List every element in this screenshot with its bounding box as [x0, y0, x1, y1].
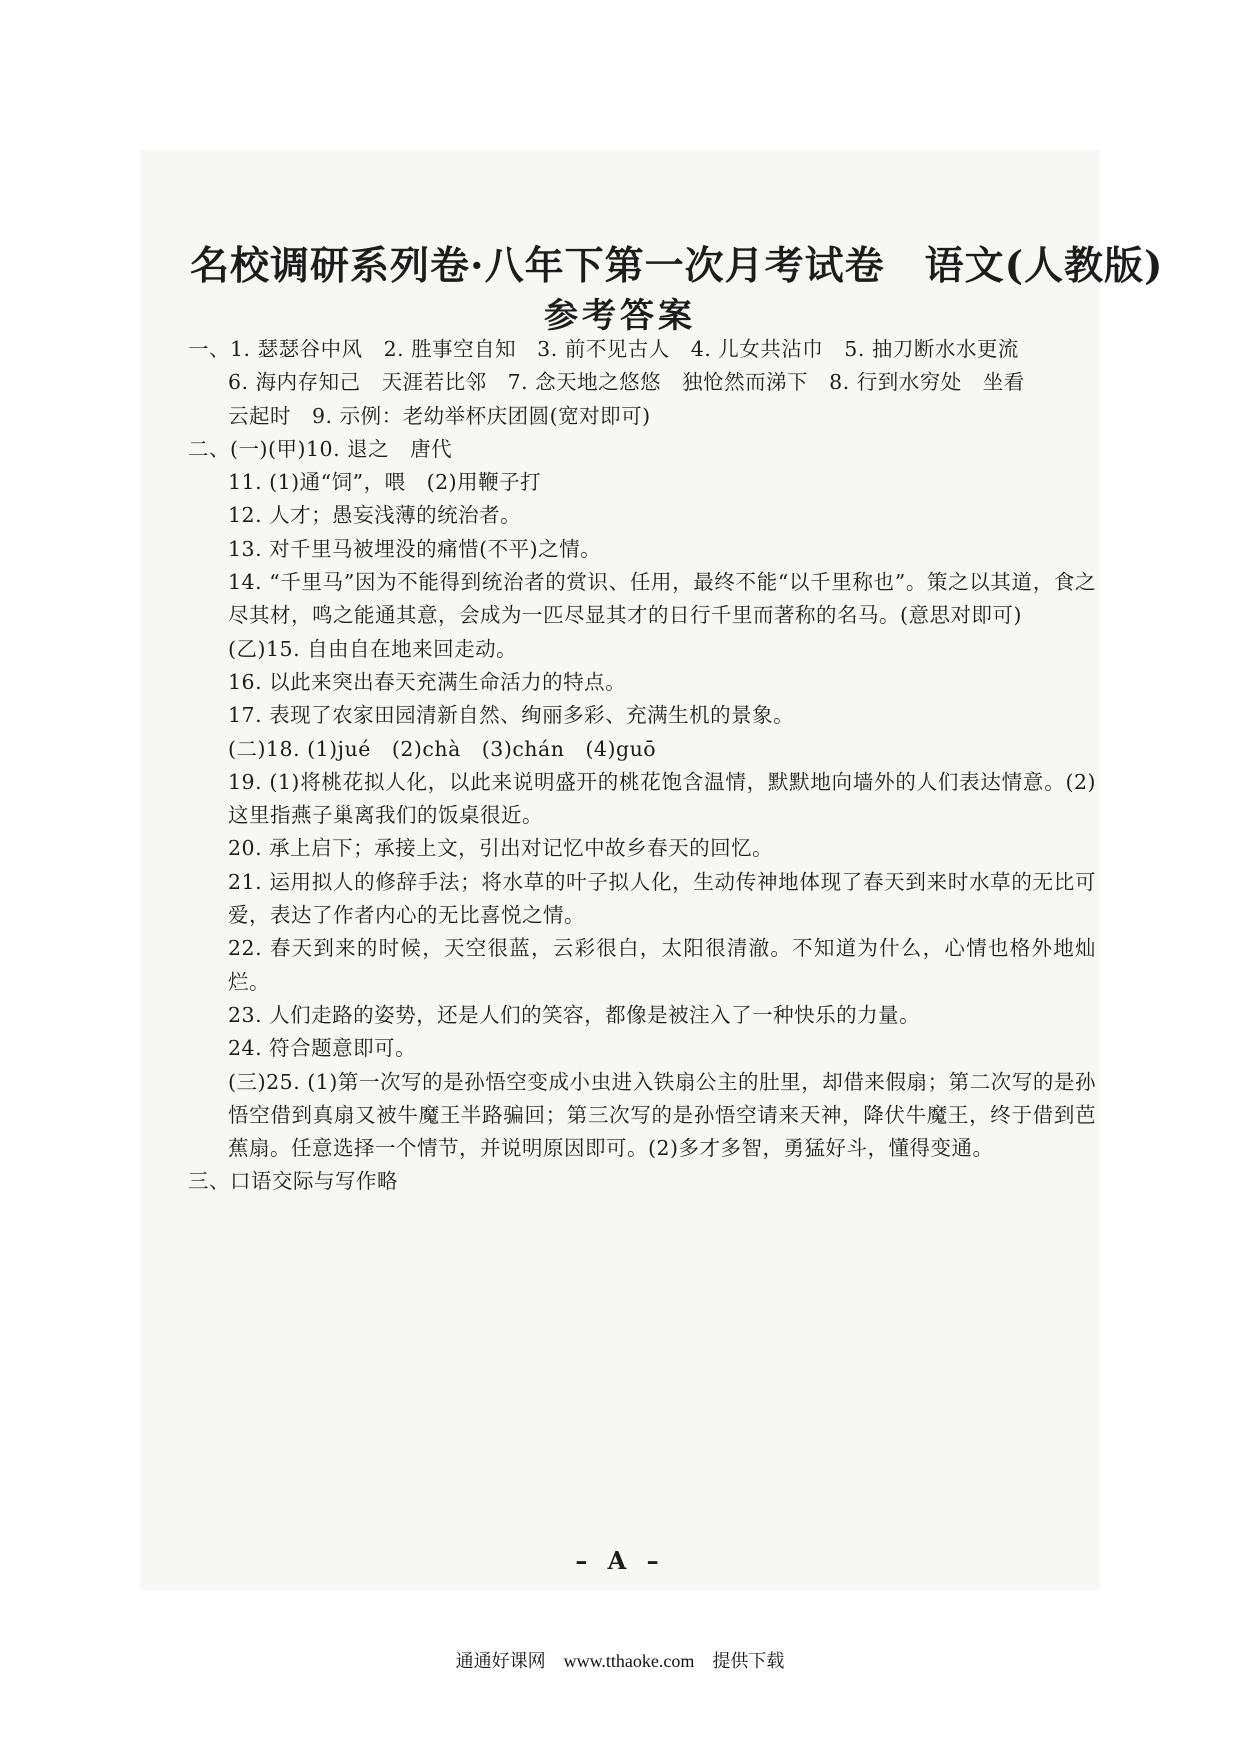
answer-18: (二)18. (1)jué (2)chà (3)chán (4)guō [228, 736, 657, 761]
footer-source-line: 通通好课网 www.tthaoke.com 提供下载 [455, 1651, 785, 1671]
section-1-line-1: 一、1. 瑟瑟谷中风 2. 胜事空自知 3. 前不见古人 4. 儿女共沾巾 5. 抽刀断水水更流 [188, 337, 1019, 361]
answer-21: 21. 运用拟人的修辞手法；将水草的叶子拟人化，生动传神地体现了春天到来时水草的无比可爱，表达了作者内心的无比喜悦之情。 [228, 869, 1096, 928]
page-title: 名校调研系列卷·八年下第一次月考试卷 语文(人教版) [190, 243, 1164, 289]
answer-12: 12. 人才；愚妄浅薄的统治者。 [228, 503, 522, 528]
answer-20: 20. 承上启下；承接上文，引出对记忆中故乡春天的回忆。 [228, 836, 774, 861]
answer-23: 23. 人们走路的姿势，还是人们的笑容，都像是被注入了一种快乐的力量。 [228, 1002, 921, 1027]
section-1-line-2: 6. 海内存知己 天涯若比邻 7. 念天地之悠悠 独怆然而涕下 8. 行到水穷处 坐看 [228, 370, 1025, 395]
answer-16: 16. 以此来突出春天充满生命活力的特点。 [228, 669, 627, 694]
answer-19: 19. (1)将桃花拟人化，以此来说明盛开的桃花饱含温情，默默地向墙外的人们表达情意。(2)这里指燕子巢离我们的饭桌很近。 [228, 769, 1096, 828]
answer-11: 11. (1)通“饲”，喂 (2)用鞭子打 [228, 470, 542, 495]
page-subtitle: 参考答案 [544, 296, 696, 336]
section-3: 三、口语交际与写作略 [188, 1169, 398, 1194]
page-number: – A – [575, 1546, 665, 1575]
answer-14: 14. “千里马”因为不能得到统治者的赏识、任用，最终不能“以千里称也”。策之以其道，食之尽其材，鸣之能通其意，会成为一匹尽显其才的日行千里而著称的名马。(意思对即可) [228, 570, 1096, 628]
answer-body [188, 333, 1096, 1199]
answer-17: 17. 表现了农家田园清新自然、绚丽多彩、充满生机的景象。 [228, 703, 795, 728]
answer-25: (三)25. (1)第一次写的是孙悟空变成小虫进入铁扇公主的肚里，却借来假扇；第二次写的是孙悟空借到真扇又被牛魔王半路骗回；第三次写的是孙悟空请来天神，降伏牛魔王，终于借到芭蕉扇。任意选择一个情节，并说明原因即可。(2)多才多智，勇猛好斗，懂得变通。 [228, 1069, 1096, 1161]
answer-13: 13. 对千里马被埋没的痛惜(不平)之情。 [228, 536, 602, 561]
section-1-line-3: 云起时 9. 示例：老幼举杯庆团圆(宽对即可) [228, 403, 651, 428]
section-2-heading: 二、(一)(甲)10. 退之 唐代 [188, 436, 453, 461]
answer-22: 22. 春天到来的时候，天空很蓝，云彩很白，太阳很清澈。不知道为什么，心情也格外地灿烂。 [228, 936, 1096, 994]
answer-15: (乙)15. 自由自在地来回走动。 [228, 636, 518, 661]
answer-24: 24. 符合题意即可。 [228, 1036, 417, 1061]
